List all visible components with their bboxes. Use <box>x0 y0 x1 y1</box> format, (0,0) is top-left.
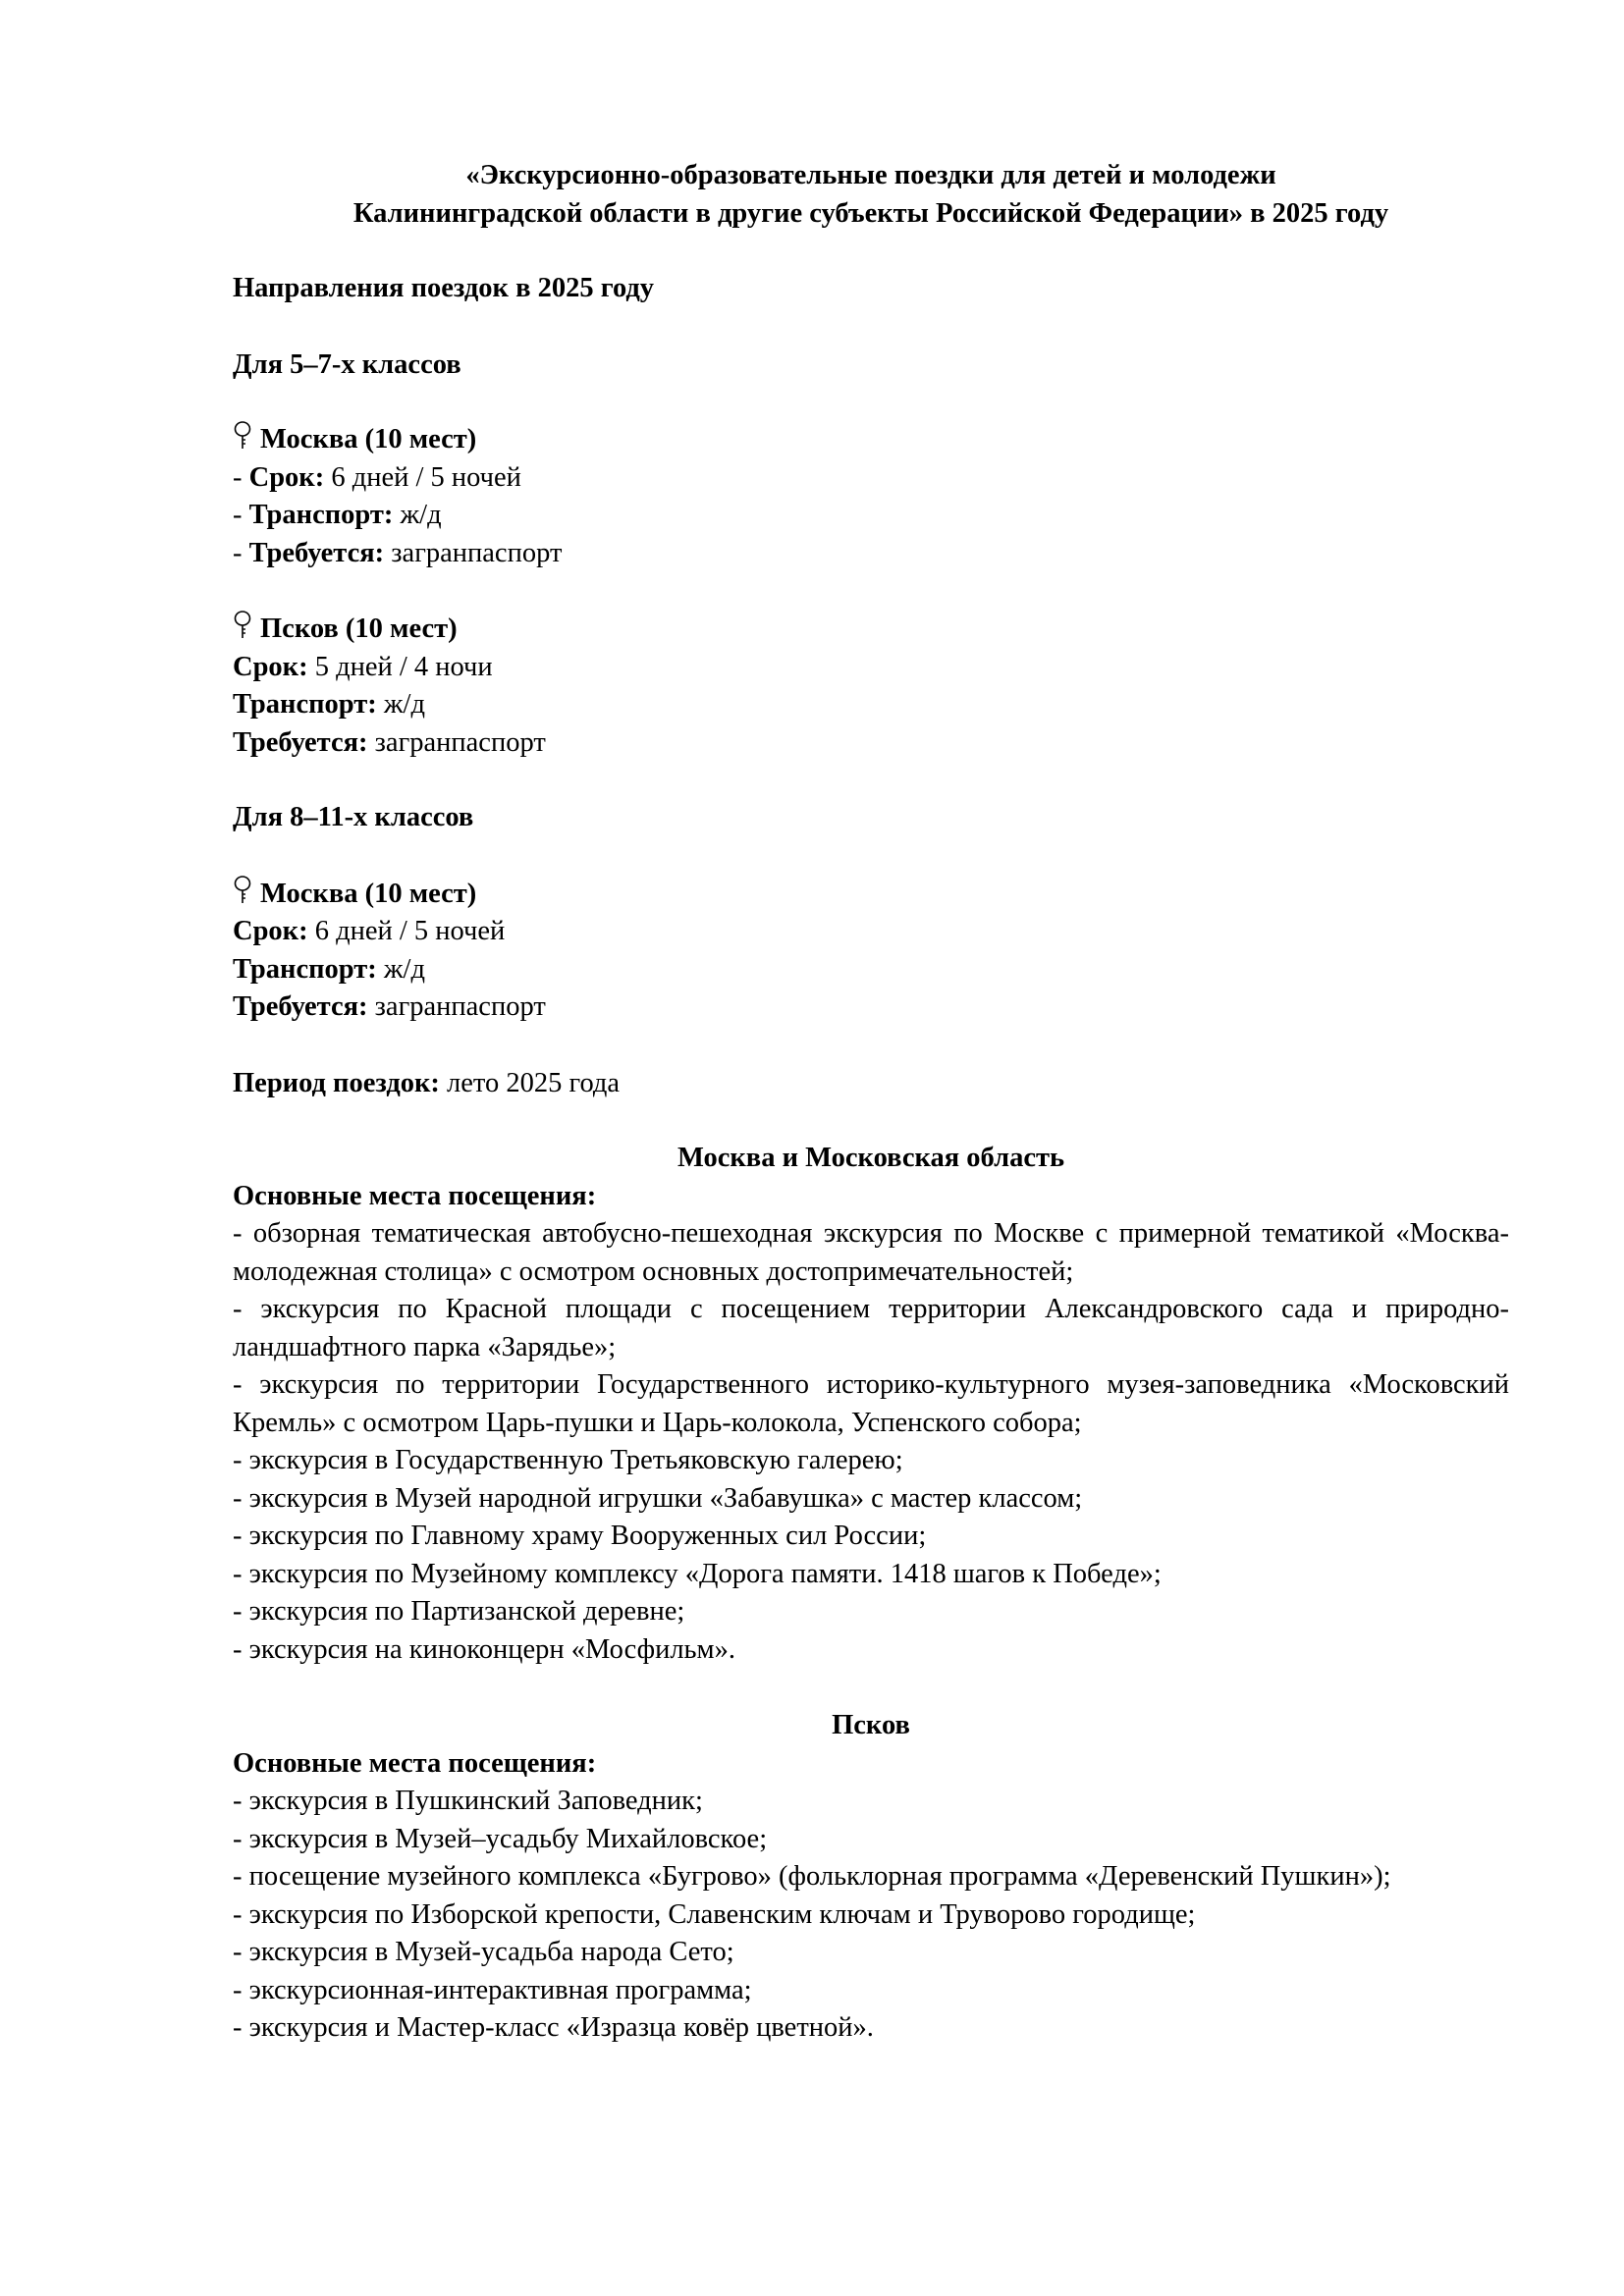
list-item: - экскурсия в Музей народной игрушки «Забавушка» с мастер классом; <box>233 1482 1083 1514</box>
trip-row-transport: - Транспорт: ж/д <box>233 500 442 530</box>
trip-row-term: - Срок: 6 дней / 5 ночей <box>233 461 521 493</box>
map-pin-icon <box>233 876 252 905</box>
group-heading-8-11: Для 8–11-х классов <box>233 802 474 832</box>
list-item: - экскурсия в Государственную Третьяковскую галерею; <box>233 1445 903 1475</box>
list-item: - экскурсия по Главному храму Вооруженных сил России; <box>233 1521 927 1551</box>
moscow-places-list <box>233 1215 1509 1669</box>
list-item: - экскурсия в Пушкинский Заповедник; <box>233 1786 703 1816</box>
directions-heading: Направления поездок в 2025 году <box>233 273 655 303</box>
list-item: - экскурсия на киноконцерн «Мосфильм». <box>233 1633 735 1665</box>
map-pin-icon <box>233 421 252 451</box>
document-title-line-2: Калининградской области в другие субъекты Российской Федерации» в 2025 году <box>352 198 1389 229</box>
trip-city-moscow-5-7 <box>233 421 1509 459</box>
trip-city-label: Москва (10 мест) <box>260 424 477 454</box>
list-item: - экскурсия по Красной площади с посещением территории Александровского сада и природно-ландшафтного парка «Зарядье»; <box>233 1294 1509 1362</box>
list-item: - посещение музейного комплекса «Бугрово» (фольклорная программа «Деревенский Пушкин»); <box>233 1861 1391 1892</box>
trip-city-moscow-8-11 <box>233 876 1509 914</box>
pskov-places-list <box>233 1783 1509 2048</box>
trip-row-transport: Транспорт: ж/д <box>233 689 425 720</box>
trip-city-label: Псков (10 мест) <box>260 614 458 644</box>
trip-city-pskov-5-7 <box>233 611 1509 649</box>
trip-row-term: Срок: 6 дней / 5 ночей <box>233 916 506 946</box>
document-title-line-1: «Экскурсионно-образовательные поездки для детей и молодежи <box>465 160 1276 190</box>
list-item: - экскурсионная-интерактивная программа; <box>233 1974 752 2005</box>
trip-row-requirement: Требуется: загранпаспорт <box>233 726 546 758</box>
trip-row-term: Срок: 5 дней / 4 ночи <box>233 651 493 682</box>
section-heading-moscow: Москва и Московская область <box>677 1143 1065 1173</box>
group-heading-5-7: Для 5–7-х классов <box>233 348 461 380</box>
list-item: - экскурсия в Музей–усадьбу Михайловское; <box>233 1823 768 1854</box>
list-item: - экскурсия в Музей-усадьба народа Сето; <box>233 1937 734 1967</box>
section-subheading-pskov: Основные места посещения: <box>233 1747 597 1779</box>
list-item: - экскурсия и Мастер-класс «Изразца ковёр цветной». <box>233 2012 874 2043</box>
list-item: - обзорная тематическая автобусно-пешеходная экскурсия по Москве с примерной тематикой «Москва-молодежная столица» с осмотром основных достопримечательностей; <box>233 1218 1509 1287</box>
document-page <box>233 156 1509 2048</box>
list-item: - экскурсия по Партизанской деревне; <box>233 1596 685 1627</box>
trip-row-requirement: Требуется: загранпаспорт <box>233 991 546 1022</box>
list-item: - экскурсия по Изборской крепости, Славенским ключам и Труворово городище; <box>233 1898 1196 1930</box>
section-subheading-moscow: Основные места посещения: <box>233 1180 597 1211</box>
trip-row-requirement: - Требуется: загранпаспорт <box>233 537 563 568</box>
section-heading-pskov: Псков <box>832 1710 910 1740</box>
list-item: - экскурсия по территории Государственного историко-культурного музея-заповедника «Московский Кремль» с осмотром Царь-пушки и Царь-колокола, Успенского собора; <box>233 1369 1509 1438</box>
list-item: - экскурсия по Музейному комплексу «Дорога памяти. 1418 шагов к Победе»; <box>233 1558 1162 1589</box>
map-pin-icon <box>233 611 252 640</box>
trip-row-transport: Транспорт: ж/д <box>233 953 425 985</box>
trip-period: Период поездок: лето 2025 года <box>233 1067 621 1098</box>
trip-city-label: Москва (10 мест) <box>260 878 477 909</box>
